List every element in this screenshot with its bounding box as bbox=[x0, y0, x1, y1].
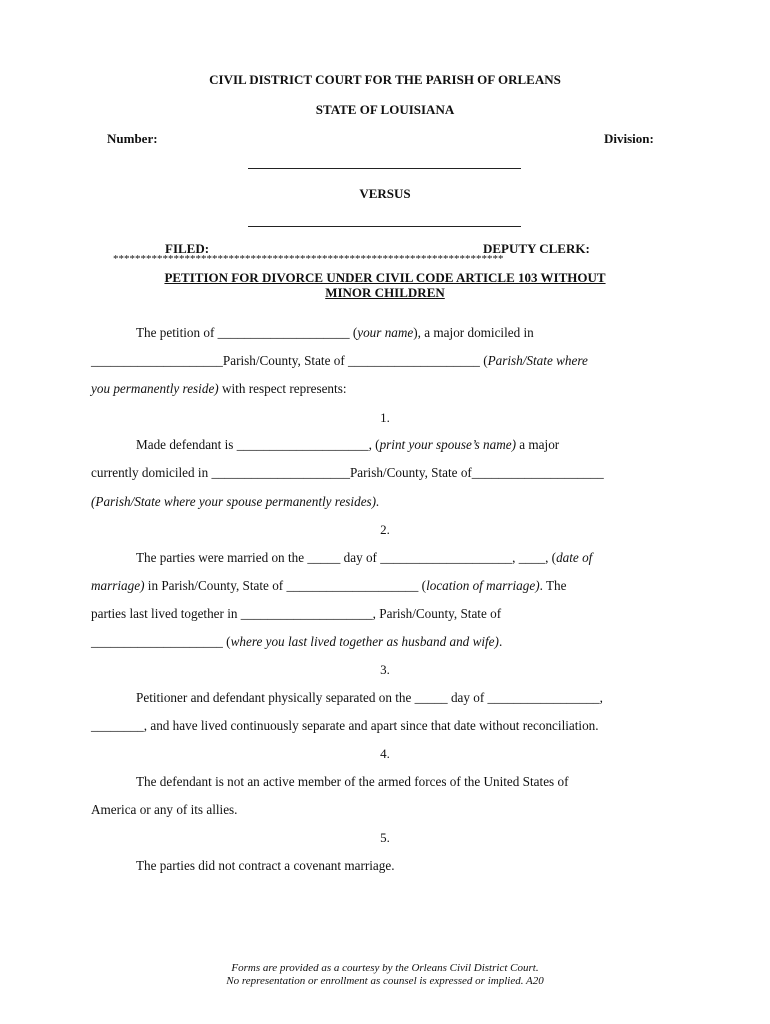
plaintiff-signature-line[interactable] bbox=[248, 168, 521, 169]
paragraph-number-4: 4. bbox=[380, 746, 390, 761]
intro-text: The petition of ____________________ ( bbox=[136, 325, 358, 340]
para-text: a major bbox=[515, 437, 560, 452]
paragraph-number-2: 2. bbox=[380, 522, 390, 537]
paragraph-number-1: 1. bbox=[380, 410, 390, 425]
intro-line-3 bbox=[91, 381, 347, 397]
para-text: ____________________ ( bbox=[91, 634, 231, 649]
para-hint: location of marriage) bbox=[426, 578, 540, 593]
paragraph-number-3: 3. bbox=[380, 662, 390, 677]
division-label: Division: bbox=[604, 131, 654, 146]
para1-line-1 bbox=[136, 437, 559, 453]
para-hint: marriage) bbox=[91, 578, 145, 593]
para-hint: print your spouse’s name) bbox=[379, 437, 516, 452]
para5-line-1: The parties did not contract a covenant marriage. bbox=[136, 858, 395, 873]
intro-hint: Parish/State where bbox=[487, 353, 588, 368]
para-hint: date of bbox=[556, 550, 593, 565]
para2-line-1 bbox=[136, 550, 592, 566]
para3-line-1: Petitioner and defendant physically separated on the _____ day of _________________, bbox=[136, 690, 603, 705]
petition-title-line2: MINOR CHILDREN bbox=[325, 285, 445, 300]
para2-line-3: parties last lived together in ____________________, Parish/County, State of bbox=[91, 606, 502, 621]
para3-line-2: ________, and have lived continuously separate and apart since that date without reconciliation. bbox=[91, 718, 599, 733]
intro-line-1 bbox=[136, 325, 534, 341]
para4-line-1: The defendant is not an active member of the armed forces of the United States of bbox=[136, 774, 569, 789]
para-text: The parties were married on the _____ day of ____________________, ____, ( bbox=[136, 550, 557, 565]
intro-text: with respect represents: bbox=[218, 381, 347, 396]
intro-hint: you permanently reside) bbox=[91, 381, 219, 396]
footer-courtesy: Forms are provided as a courtesy by the Orleans Civil District Court. bbox=[231, 962, 539, 974]
intro-hint: your name bbox=[357, 325, 414, 340]
intro-text: ), a major domiciled in bbox=[413, 325, 534, 340]
filed-label: FILED: bbox=[165, 241, 210, 256]
versus-label: VERSUS bbox=[359, 186, 411, 201]
paragraph-number-5: 5. bbox=[380, 830, 390, 845]
number-label: Number: bbox=[107, 131, 158, 146]
intro-text: ____________________Parish/County, State of ____________________ ( bbox=[91, 353, 488, 368]
footer-disclaimer: No representation or enrollment as counsel is expressed or implied. A20 bbox=[226, 975, 544, 987]
deputy-clerk-label: DEPUTY CLERK: bbox=[483, 241, 590, 256]
state-name: STATE OF LOUISIANA bbox=[315, 102, 455, 117]
para-text: Made defendant is ____________________, ( bbox=[136, 437, 380, 452]
court-name: CIVIL DISTRICT COURT FOR THE PARISH OF ORLEANS bbox=[209, 72, 561, 87]
para2-line-2 bbox=[91, 578, 566, 594]
para2-line-4 bbox=[91, 634, 502, 650]
para1-line-2: currently domiciled in _____________________Parish/County, State of____________________ bbox=[91, 465, 604, 480]
defendant-signature-line[interactable] bbox=[248, 226, 521, 227]
para-text: . bbox=[498, 634, 503, 649]
intro-line-2 bbox=[91, 353, 588, 369]
para4-line-2: America or any of its allies. bbox=[91, 802, 238, 817]
para1-line-3: (Parish/State where your spouse permanently resides). bbox=[91, 494, 380, 509]
para-text: . The bbox=[539, 578, 567, 593]
para-text: in Parish/County, State of ____________________ ( bbox=[144, 578, 427, 593]
para-hint: where you last lived together as husband and wife) bbox=[230, 634, 499, 649]
separator-stars: *********************************************************************** bbox=[113, 253, 504, 265]
petition-title-line1: PETITION FOR DIVORCE UNDER CIVIL CODE ARTICLE 103 WITHOUT bbox=[164, 270, 606, 285]
